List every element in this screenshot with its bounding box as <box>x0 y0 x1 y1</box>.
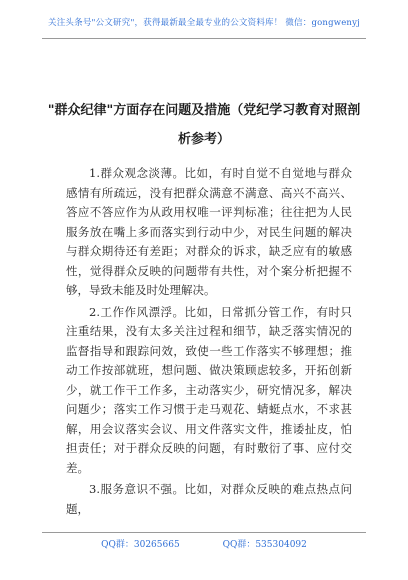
paragraph-1: 1.群众观念淡薄。比如，有时自觉不自觉地与群众感情有所疏远，没有把群众满意不满意、高兴不高兴、答应不答应作为从政用权唯一评判标准；往往把为人民服务放在嘴上多而落实到行动中少，对民生问题的解决与群众期待还有差距；对群众的诉求，缺乏应有的敏感性，觉得群众反映的问题带有共性，对个案分析把握不够，导致未能及时处理解决。 <box>66 166 352 297</box>
document-title-line-2: 析参考） <box>177 132 230 147</box>
header-divider <box>42 38 366 39</box>
document-title-line-1: "群众纪律"方面存在问题及措施（党纪学习教育对照剖 <box>47 103 361 118</box>
paragraph-3: 3.服务意识不强。比如，对群众反映的难点热点问题， <box>66 482 352 516</box>
header-note: 关注头条号"公文研究"，获得最新最全最专业的公文资料库！ 微信：gongwenyj <box>48 18 360 28</box>
document-body <box>66 164 352 521</box>
footer-divider <box>42 532 366 533</box>
paragraph-2: 2.工作作风漂浮。比如，日常抓分管工作，有时只注重结果，没有太多关注过程和细节，缺乏落实情况的监督指导和跟踪问效，致使一些工作落实不够理想；推动工作按部就班，想问题、做决策顾虑较多，开拓创新少，就工作干工作多，主动落实少，研究情况多，解决问题少；落实工作习惯于走马观花、蜻蜓点水，不求甚解，用会议落实会议、用文件落实文件，推诿扯皮，怕担责任；对于群众反映的问题，有时敷衍了事、应付交差。 <box>66 304 352 475</box>
footer <box>0 537 408 550</box>
footer-qq-group-1: QQ群：30265665 <box>101 540 180 550</box>
footer-qq-group-2: QQ群：535304092 <box>222 540 307 550</box>
